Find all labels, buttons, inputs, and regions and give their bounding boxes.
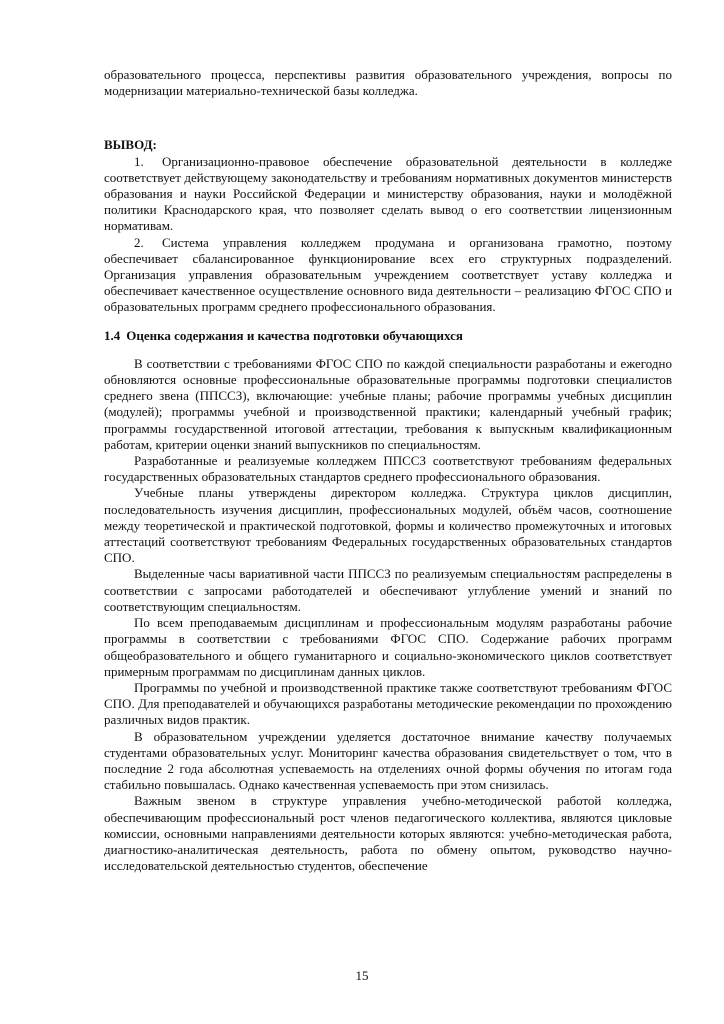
body-paragraph: По всем преподаваемым дисциплинам и профессиональным модулям разработаны рабочие программы в соответствии с требованиями ФГОС СПО. Содержание рабочих программ общеобразовательного и общего гуманитарного и социально-экономического циклов соответствует примерным программам по дисциплинам данных циклов. [104, 615, 672, 679]
section-number: 1.4 [104, 327, 121, 343]
spacer [104, 316, 672, 328]
body-paragraph: Важным звеном в структуре управления учебно-методической работой колледжа, обеспечивающим профессиональный рост членов педагогического коллектива, являются цикловые комиссии, основными направлениями деятельности которых являются: учебно-методическая работа, диагностико-аналитическая деятельность, работа по обмену опытом, руководство научно-исследовательской деятельностью студентов, обеспечение [104, 793, 672, 874]
conclusion-item-1 [104, 154, 672, 235]
body-paragraph: В соответствии с требованиями ФГОС СПО по каждой специальности разработаны и ежегодно обновляются основные профессиональные образовательные программы подготовки специалистов среднего звена (ППССЗ), включающие: учебные планы; рабочие программы учебных дисциплин (модулей); программы учебной и производственной практики; календарный учебный график; программы государственной итоговой аттестации, требования к выпускным квалификационным работам, критерии оценки знаний выпускников по специальностям. [104, 355, 672, 452]
section-heading [104, 328, 672, 344]
list-text: Организационно-правовое обеспечение образовательной деятельности в колледже соответствует действующему законодательству и требованиям нормативных документов министерств образования и науки Российской Федерации и министерству образования, науки и молодёжной политики Краснодарского края, что позволяет сделать вывод о его соответствии лицензионным нормативам. [104, 153, 672, 234]
body-paragraph: Учебные планы утверждены директором колледжа. Структура циклов дисциплин, последовательность изучения дисциплин, профессиональных модулей, объём часов, соотношение между теоретической и практической подготовкой, формы и количество промежуточных и итоговых аттестаций соответствуют требованиям Федеральных государственных образовательных стандартов СПО. [104, 485, 672, 566]
conclusion-item-2 [104, 235, 672, 316]
body-paragraph: Программы по учебной и производственной практике также соответствуют требованиям ФГОС СПО. Для преподавателей и обучающихся разработаны методические рекомендации по прохождению различных видов практик. [104, 679, 672, 728]
spacer [104, 99, 672, 137]
intro-paragraph: образовательного процесса, перспективы развития образовательного учреждения, вопросы по модернизации материально-технической базы колледжа. [104, 67, 672, 99]
list-number: 1. [134, 153, 144, 169]
body-paragraph: В образовательном учреждении уделяется достаточное внимание качеству получаемых студентами образовательных услуг. Мониторинг качества образования свидетельствует о том, что в последние 2 года абсолютная успеваемость на отделениях очной формы обучения по итогам года стабильно повышалась. Однако качественная успеваемость при этом снизилась. [104, 728, 672, 793]
page-number: 15 [355, 968, 369, 983]
conclusion-heading: ВЫВОД: [104, 137, 157, 153]
body-paragraph: Выделенные часы вариативной части ППССЗ по реализуемым специальностям распределены в соответствии с запросами работодателей и обеспечивают углубление умений и знаний по соответствующим специальностям. [104, 566, 672, 614]
spacer [104, 344, 672, 356]
section-title: Оценка содержания и качества подготовки обучающихся [126, 327, 463, 343]
list-number: 2. [134, 234, 144, 250]
list-text: Система управления колледжем продумана и организована грамотно, поэтому обеспечивает сбалансированное функционирование всех его структурных подразделений. Организация управления образовательным учреждением соответствует уставу колледжа и обеспечивает качественное осуществление основного вида деятельности – реализацию ФГОС СПО и образовательных программ среднего профессионального образования. [104, 234, 672, 315]
document-page [104, 67, 672, 874]
body-paragraph: Разработанные и реализуемые колледжем ППССЗ соответствуют требованиям федеральных государственных образовательных стандартов среднего профессионального образования. [104, 453, 672, 485]
